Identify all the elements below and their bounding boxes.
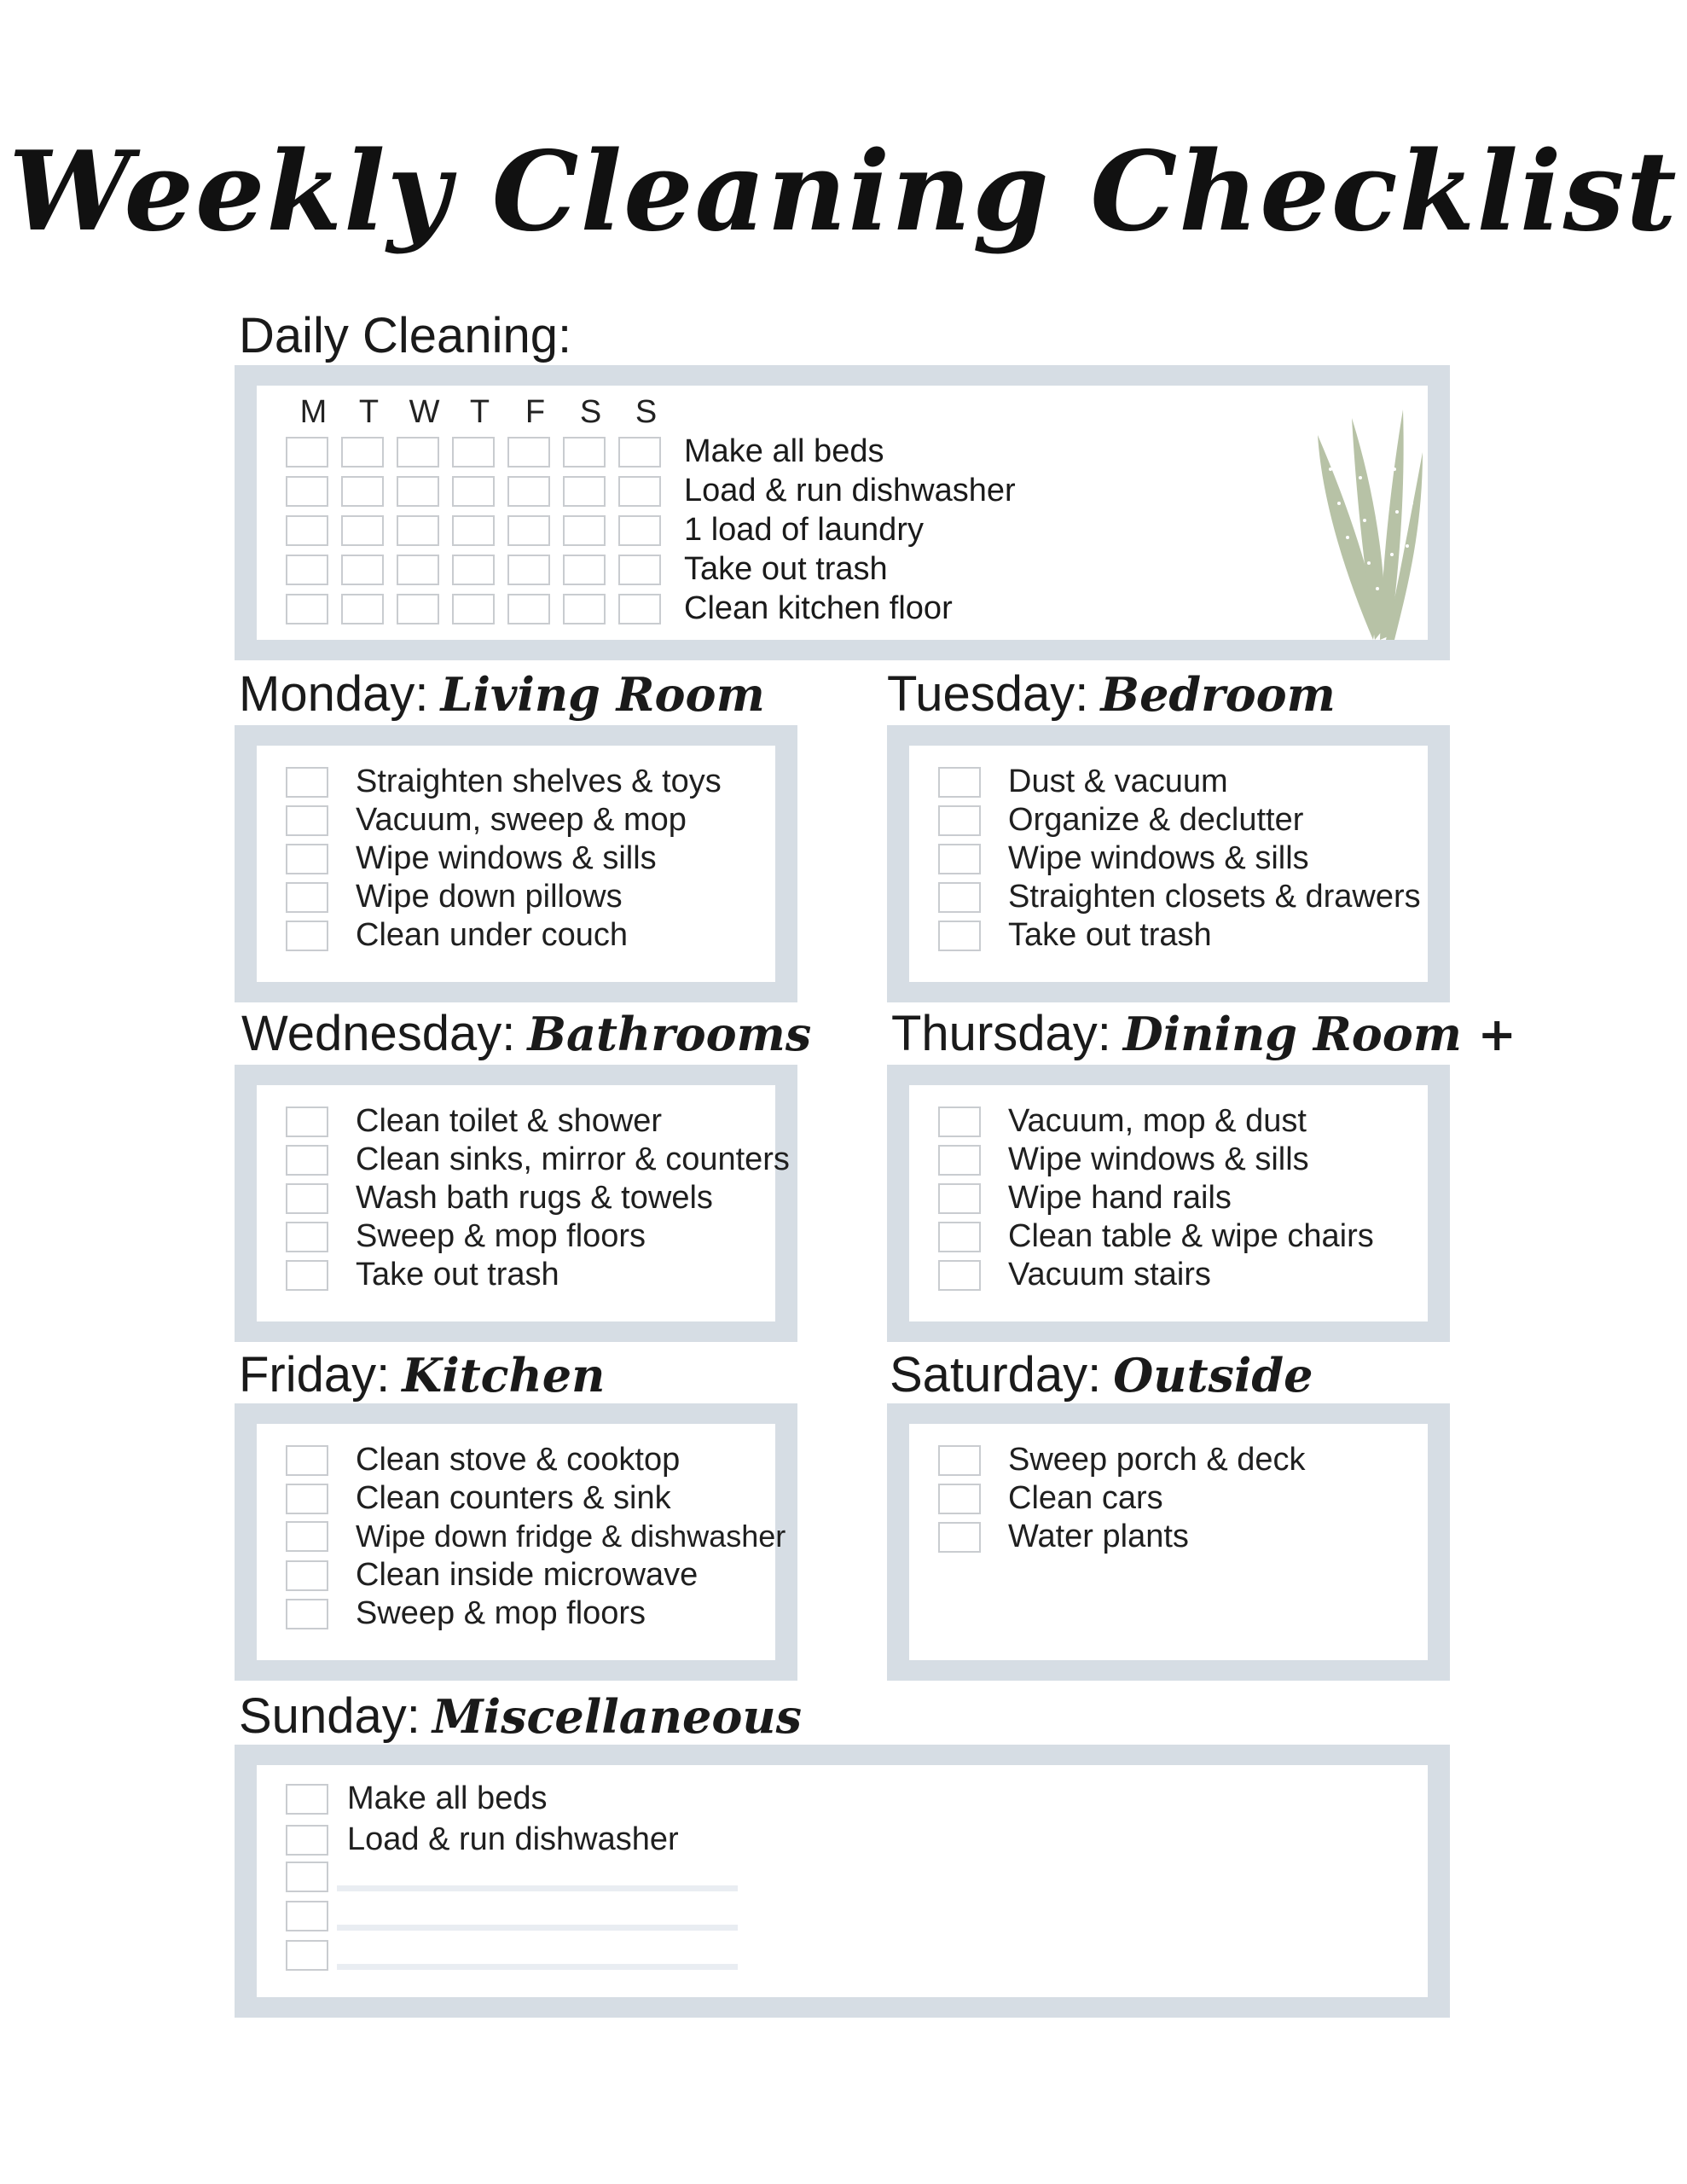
checkbox-icon[interactable]	[618, 515, 661, 546]
checkbox-icon[interactable]	[286, 476, 328, 507]
day-letter: F	[525, 394, 546, 430]
saturday-task-label: Clean cars	[1008, 1480, 1163, 1516]
checkbox-icon[interactable]	[938, 1445, 981, 1476]
day-letter: S	[635, 394, 658, 430]
checkbox-icon[interactable]	[938, 882, 981, 913]
day-letter: S	[579, 394, 602, 430]
checkbox-icon[interactable]	[286, 844, 328, 874]
friday-task-label: Clean counters & sink	[356, 1480, 671, 1516]
thursday-task-label: Vacuum, mop & dust	[1008, 1103, 1307, 1139]
checkbox-icon[interactable]	[286, 1260, 328, 1291]
checkbox-icon[interactable]	[452, 555, 495, 585]
wednesday-day-label: Wednesday:	[241, 1006, 516, 1061]
friday-task-label: Clean stove & cooktop	[356, 1442, 681, 1478]
checkbox-icon[interactable]	[452, 594, 495, 624]
wednesday-task-label: Clean sinks, mirror & counters	[356, 1141, 790, 1177]
checkbox-icon[interactable]	[938, 1183, 981, 1214]
checkbox-icon[interactable]	[286, 882, 328, 913]
wednesday-task-label: Wash bath rugs & towels	[356, 1180, 713, 1216]
saturday-day-label: Saturday:	[890, 1347, 1102, 1403]
tuesday-task-label: Take out trash	[1008, 917, 1212, 953]
friday-heading	[239, 1346, 605, 1403]
wednesday-task-label: Clean toilet & shower	[356, 1103, 663, 1139]
daily-task-row	[286, 473, 1016, 509]
checkbox-icon[interactable]	[286, 1940, 328, 1971]
checkbox-icon[interactable]	[938, 1222, 981, 1252]
daily-task-row	[286, 551, 888, 588]
tuesday-task-label: Straighten closets & drawers	[1008, 879, 1421, 915]
saturday-task-row	[938, 1480, 1163, 1517]
checkbox-icon[interactable]	[938, 921, 981, 951]
monday-task-row	[286, 764, 722, 800]
checkbox-icon[interactable]	[507, 476, 550, 507]
wednesday-room-label: Bathrooms	[527, 1007, 812, 1061]
checkbox-icon[interactable]	[618, 437, 661, 468]
checkbox-icon[interactable]	[286, 1222, 328, 1252]
wednesday-task-row	[286, 1257, 559, 1293]
saturday-task-label: Sweep porch & deck	[1008, 1442, 1306, 1478]
wednesday-task-label: Take out trash	[356, 1257, 559, 1292]
tuesday-task-label: Dust & vacuum	[1008, 764, 1228, 799]
checkbox-icon[interactable]	[563, 515, 606, 546]
tuesday-task-row	[938, 879, 1421, 915]
friday-task-row	[286, 1557, 698, 1594]
daily-heading	[239, 307, 571, 364]
sunday-day-label: Sunday:	[239, 1688, 420, 1744]
daily-task-label: Take out trash	[684, 551, 888, 587]
aloe-plant-icon	[1313, 401, 1424, 640]
friday-task-row	[286, 1480, 671, 1517]
checkbox-icon[interactable]	[286, 1183, 328, 1214]
checkbox-icon[interactable]	[286, 515, 328, 546]
sunday-task-row	[286, 1780, 547, 1817]
thursday-room-label: Dining Room +	[1122, 1007, 1516, 1061]
thursday-task-label: Vacuum stairs	[1008, 1257, 1211, 1292]
checkbox-icon[interactable]	[452, 437, 495, 468]
thursday-task-row	[938, 1141, 1309, 1178]
tuesday-task-row	[938, 802, 1303, 839]
wednesday-task-row	[286, 1218, 646, 1255]
daily-task-label: 1 load of laundry	[684, 512, 924, 548]
friday-task-label: Wipe down fridge & dishwasher	[356, 1519, 786, 1554]
checkbox-icon[interactable]	[286, 1784, 328, 1815]
monday-day-label: Monday:	[239, 666, 429, 722]
monday-task-label: Clean under couch	[356, 917, 628, 953]
checkbox-icon[interactable]	[938, 1522, 981, 1553]
checkbox-icon[interactable]	[286, 1901, 328, 1931]
checkbox-icon[interactable]	[397, 476, 439, 507]
friday-task-row	[286, 1519, 786, 1554]
checkbox-icon[interactable]	[341, 515, 384, 546]
checkbox-icon[interactable]	[341, 555, 384, 585]
daily-task-row	[286, 433, 884, 470]
wednesday-task-label: Sweep & mop floors	[356, 1218, 646, 1254]
sunday-task-row	[286, 1821, 679, 1858]
sunday-task-label: Load & run dishwasher	[347, 1821, 679, 1857]
daily-task-label: Make all beds	[684, 433, 884, 469]
checkbox-icon[interactable]	[341, 594, 384, 624]
saturday-room-label: Outside	[1113, 1348, 1313, 1403]
thursday-day-label: Thursday:	[891, 1006, 1111, 1061]
daily-task-row	[286, 590, 953, 627]
day-letter: T	[469, 394, 490, 430]
thursday-task-row	[938, 1180, 1232, 1217]
monday-task-label: Wipe down pillows	[356, 879, 623, 915]
tuesday-task-label: Wipe windows & sills	[1008, 840, 1309, 876]
checkbox-icon[interactable]	[286, 437, 328, 468]
checkbox-icon[interactable]	[341, 437, 384, 468]
checkbox-icon[interactable]	[286, 594, 328, 624]
thursday-task-row	[938, 1257, 1211, 1293]
checkbox-icon[interactable]	[618, 476, 661, 507]
tuesday-day-label: Tuesday:	[887, 666, 1089, 722]
checkbox-icon[interactable]	[286, 1599, 328, 1629]
thursday-task-row	[938, 1218, 1374, 1255]
write-in-line[interactable]	[337, 1925, 738, 1931]
daily-task-row	[286, 512, 924, 549]
day-letter: W	[409, 394, 440, 430]
monday-task-row	[286, 802, 687, 839]
saturday-task-row	[938, 1442, 1306, 1478]
tuesday-room-label: Bedroom	[1100, 667, 1336, 722]
sunday-task-label: Make all beds	[347, 1780, 548, 1816]
checkbox-icon[interactable]	[507, 555, 550, 585]
sunday-blank-row	[286, 1862, 328, 1892]
friday-task-label: Clean inside microwave	[356, 1557, 699, 1593]
thursday-task-label: Wipe hand rails	[1008, 1180, 1232, 1216]
sunday-heading	[239, 1687, 802, 1745]
thursday-task-row	[938, 1103, 1307, 1140]
checkbox-icon[interactable]	[507, 437, 550, 468]
checkbox-icon[interactable]	[563, 437, 606, 468]
monday-task-row	[286, 879, 623, 915]
write-in-line[interactable]	[337, 1964, 738, 1970]
wednesday-task-row	[286, 1180, 713, 1217]
sunday-room-label: Miscellaneous	[432, 1689, 803, 1744]
checkbox-icon[interactable]	[938, 805, 981, 836]
saturday-task-label: Water plants	[1008, 1519, 1189, 1554]
monday-task-row	[286, 917, 628, 954]
checkbox-icon[interactable]	[286, 1145, 328, 1176]
tuesday-task-label: Organize & declutter	[1008, 802, 1304, 838]
friday-task-row	[286, 1595, 646, 1632]
wednesday-task-row	[286, 1103, 662, 1140]
monday-task-label: Vacuum, sweep & mop	[356, 802, 687, 838]
checkbox-icon[interactable]	[286, 921, 328, 951]
checkbox-icon[interactable]	[452, 476, 495, 507]
thursday-heading	[891, 1005, 1516, 1062]
saturday-task-row	[938, 1519, 1189, 1555]
checkbox-icon[interactable]	[397, 437, 439, 468]
thursday-task-label: Clean table & wipe chairs	[1008, 1218, 1374, 1254]
tuesday-heading	[887, 665, 1336, 723]
tuesday-task-row	[938, 917, 1212, 954]
checkbox-icon[interactable]	[563, 476, 606, 507]
checkbox-icon[interactable]	[286, 1825, 328, 1856]
monday-room-label: Living Room	[440, 667, 765, 722]
day-letters	[286, 394, 674, 431]
checkbox-icon[interactable]	[286, 805, 328, 836]
monday-task-row	[286, 840, 657, 877]
checkbox-icon[interactable]	[286, 1560, 328, 1591]
checkbox-icon[interactable]	[286, 1107, 328, 1137]
checkbox-icon[interactable]	[452, 515, 495, 546]
wednesday-task-row	[286, 1141, 790, 1178]
friday-task-row	[286, 1442, 680, 1478]
wednesday-heading	[241, 1005, 811, 1062]
checkbox-icon[interactable]	[563, 555, 606, 585]
tuesday-task-row	[938, 840, 1309, 877]
monday-task-label: Wipe windows & sills	[356, 840, 657, 876]
friday-task-label: Sweep & mop floors	[356, 1595, 646, 1631]
day-letter: T	[358, 394, 380, 430]
checkbox-icon[interactable]	[397, 555, 439, 585]
tuesday-task-row	[938, 764, 1228, 800]
friday-day-label: Friday:	[239, 1347, 391, 1403]
checkbox-icon[interactable]	[938, 767, 981, 798]
checkbox-icon[interactable]	[397, 594, 439, 624]
saturday-heading	[890, 1346, 1313, 1403]
friday-room-label: Kitchen	[402, 1348, 606, 1403]
monday-heading	[239, 665, 765, 723]
checkbox-icon[interactable]	[938, 1145, 981, 1176]
page-title: Weekly Cleaning Checklist	[9, 128, 1678, 256]
daily-task-label: Load & run dishwasher	[684, 473, 1016, 508]
checkbox-icon[interactable]	[938, 1260, 981, 1291]
checkbox-icon[interactable]	[286, 1521, 328, 1552]
checkbox-icon[interactable]	[618, 594, 661, 624]
checkbox-icon[interactable]	[286, 767, 328, 798]
monday-task-label: Straighten shelves & toys	[356, 764, 722, 799]
checkbox-icon[interactable]	[397, 515, 439, 546]
sunday-blank-row	[286, 1901, 328, 1931]
checkbox-icon[interactable]	[507, 515, 550, 546]
checkbox-icon[interactable]	[938, 844, 981, 874]
checkbox-icon[interactable]	[286, 555, 328, 585]
checkbox-icon[interactable]	[286, 1484, 328, 1514]
thursday-task-label: Wipe windows & sills	[1008, 1141, 1309, 1177]
checkbox-icon[interactable]	[507, 594, 550, 624]
day-letter: M	[299, 394, 328, 430]
checkbox-icon[interactable]	[286, 1862, 328, 1892]
write-in-line[interactable]	[337, 1885, 738, 1891]
checkbox-icon[interactable]	[618, 555, 661, 585]
daily-heading-label: Daily Cleaning:	[239, 308, 572, 363]
checkbox-icon[interactable]	[286, 1445, 328, 1476]
checkbox-icon[interactable]	[341, 476, 384, 507]
checkbox-icon[interactable]	[563, 594, 606, 624]
sunday-blank-row	[286, 1940, 328, 1971]
checkbox-icon[interactable]	[938, 1484, 981, 1514]
daily-task-label: Clean kitchen floor	[684, 590, 953, 626]
checkbox-icon[interactable]	[938, 1107, 981, 1137]
